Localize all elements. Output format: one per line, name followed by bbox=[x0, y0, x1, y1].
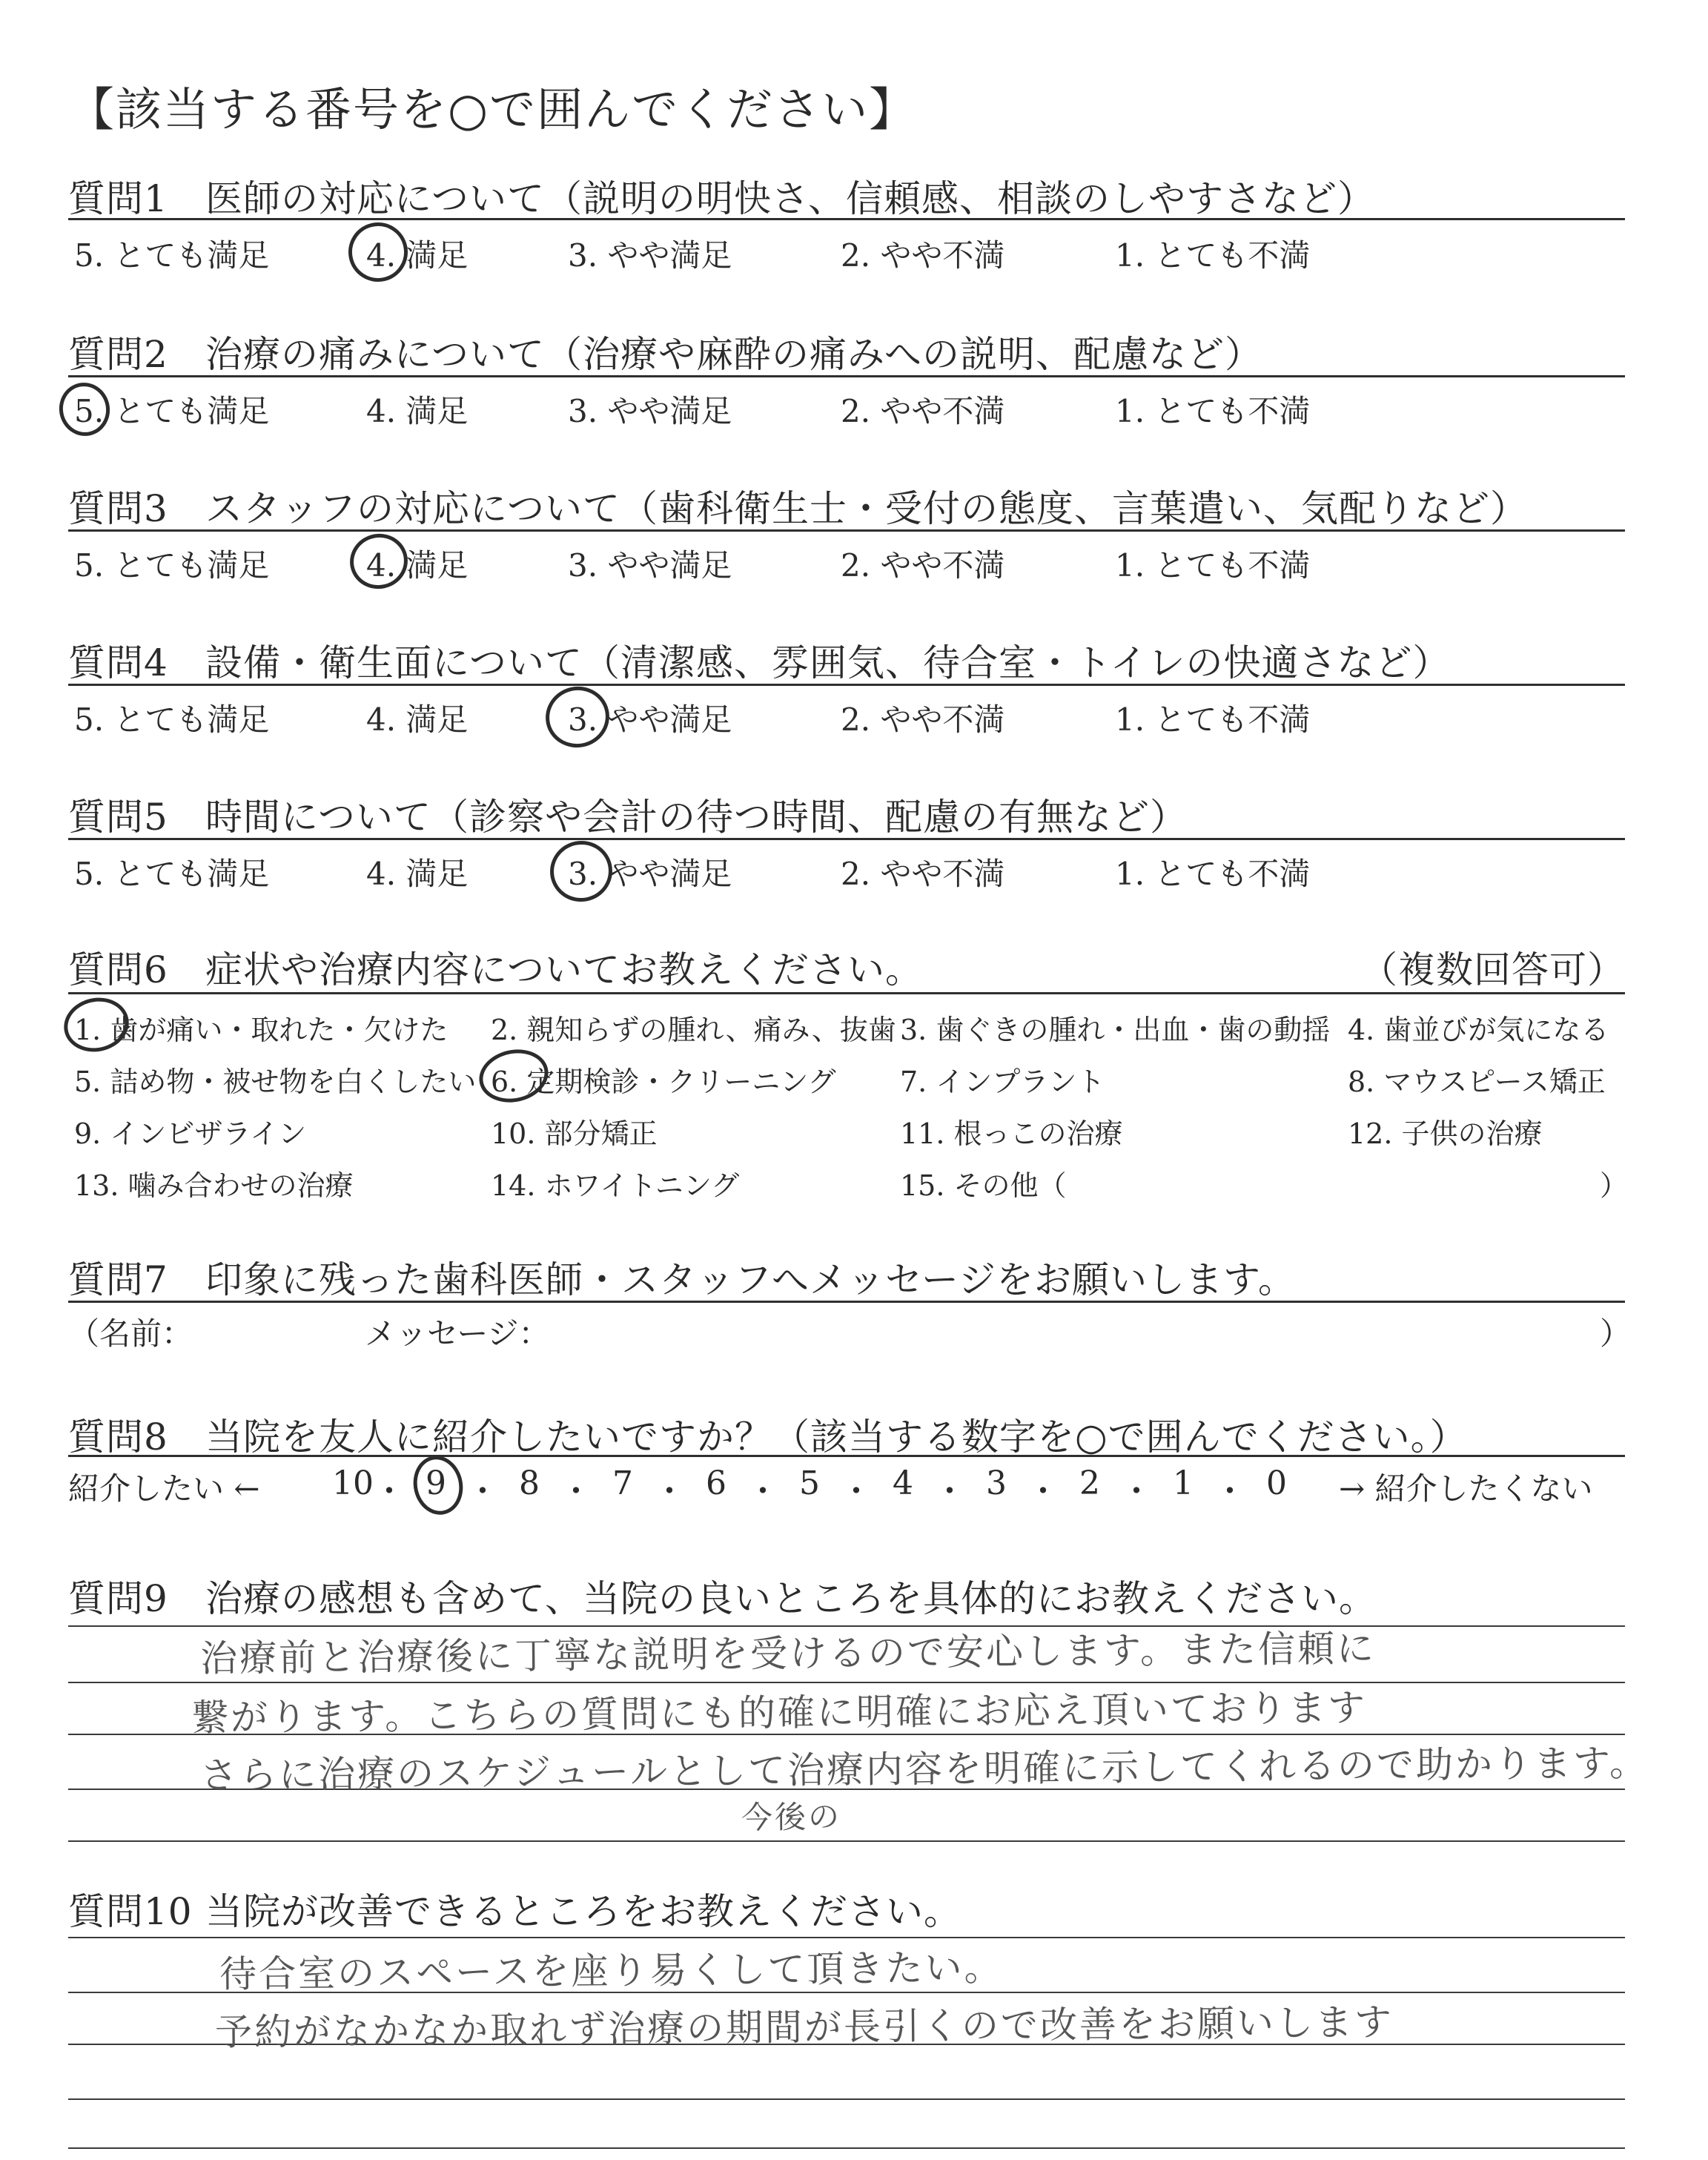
q8-scale-separator: ・ bbox=[1214, 1473, 1246, 1510]
q8-scale-number[interactable]: 6 bbox=[706, 1464, 726, 1502]
q2-option-3[interactable]: 3. やや満足 bbox=[568, 393, 732, 429]
q6-item-1[interactable]: 1. 歯が痛い・取れた・欠けた bbox=[74, 1014, 448, 1046]
q8-scale-separator: ・ bbox=[373, 1473, 406, 1510]
q5-option-3[interactable]: 3. やや満足 bbox=[568, 856, 732, 892]
q6-item-13[interactable]: 13. 噛み合わせの治療 bbox=[74, 1169, 354, 1202]
q8-scale-separator: ・ bbox=[466, 1473, 499, 1510]
q6-item-6[interactable]: 6. 定期検診・クリーニング bbox=[491, 1066, 836, 1098]
question-6-title bbox=[68, 940, 1625, 994]
q8-scale-number[interactable]: 9 bbox=[426, 1464, 446, 1502]
q5-option-1[interactable]: 1. とても不満 bbox=[1115, 856, 1311, 892]
q1-option-1[interactable]: 1. とても不満 bbox=[1115, 237, 1311, 274]
q6-item-5[interactable]: 5. 詰め物・被せ物を白くしたい bbox=[74, 1066, 477, 1098]
q6-item-2[interactable]: 2. 親知らずの腫れ、痛み、抜歯 bbox=[491, 1014, 896, 1046]
question-3-number: 質問3 bbox=[68, 487, 168, 530]
q4-option-1[interactable]: 1. とても不満 bbox=[1115, 701, 1311, 738]
question-6-row-3 bbox=[0, 1111, 1708, 1155]
q2-option-1[interactable]: 1. とても不満 bbox=[1115, 393, 1311, 429]
q8-scale-separator: ・ bbox=[653, 1473, 686, 1510]
answer-circle-mark bbox=[408, 1451, 468, 1519]
q8-scale-separator: ・ bbox=[560, 1473, 592, 1510]
q6-item-4[interactable]: 4. 歯並びが気になる bbox=[1348, 1014, 1609, 1046]
q4-option-5[interactable]: 5. とても満足 bbox=[74, 701, 270, 738]
q8-scale-separator: ・ bbox=[747, 1473, 779, 1510]
q7-name-label: （名前： bbox=[68, 1315, 193, 1352]
q2-option-2[interactable]: 2. やや不満 bbox=[841, 393, 1005, 429]
question-1-title bbox=[68, 169, 1375, 222]
q3-option-2[interactable]: 2. やや不満 bbox=[841, 547, 1005, 584]
q6-item-15[interactable]: 15. その他（ bbox=[900, 1169, 1067, 1202]
q9-handwriting-line-3: さらに治療のスケジュールとして治療内容を明確に示してくれるので助かります。 bbox=[199, 1741, 1649, 1797]
q2-option-5[interactable]: 5. とても満足 bbox=[74, 393, 270, 429]
q8-scale-separator: ・ bbox=[933, 1473, 966, 1510]
question-9-number: 質問9 bbox=[68, 1577, 168, 1620]
question-3-text: スタッフの対応について（歯科衛生士・受付の態度、言葉遣い、気配りなど） bbox=[205, 487, 1528, 530]
question-1-options bbox=[0, 231, 1708, 276]
q6-item-3[interactable]: 3. 歯ぐきの腫れ・出血・歯の動揺 bbox=[900, 1014, 1331, 1046]
question-1-rule bbox=[68, 218, 1625, 220]
question-6-text: 症状や治療内容についてお教えください。 bbox=[205, 948, 923, 991]
q8-scale-number[interactable]: 0 bbox=[1266, 1464, 1287, 1502]
writing-line bbox=[68, 2147, 1625, 2149]
q6-item-10[interactable]: 10. 部分矯正 bbox=[491, 1117, 658, 1150]
q1-option-5[interactable]: 5. とても満足 bbox=[74, 237, 270, 274]
q10-handwriting-line-2: 予約がなかなか取れず治療の期間が長引くので改善をお願いします bbox=[214, 2001, 1394, 2054]
q10-handwriting-line-1: 待合室のスペースを座り易くして頂きたい。 bbox=[219, 1946, 1004, 1996]
q8-scale-separator: ・ bbox=[1120, 1473, 1153, 1510]
q6-item-11[interactable]: 11. 根っこの治療 bbox=[900, 1117, 1123, 1150]
q6-other-close: ） bbox=[1600, 1169, 1629, 1202]
question-4-title bbox=[68, 633, 1451, 687]
question-6-row-4 bbox=[0, 1163, 1708, 1207]
question-2-rule bbox=[68, 375, 1625, 377]
question-6-note: （複数回答可） bbox=[1360, 948, 1625, 991]
question-10-text: 当院が改善できるところをお教えください。 bbox=[205, 1890, 961, 1933]
question-9-title bbox=[68, 1569, 1377, 1622]
q3-option-5[interactable]: 5. とても満足 bbox=[74, 547, 270, 584]
question-4-rule bbox=[68, 684, 1625, 686]
q8-scale-number[interactable]: 10 bbox=[332, 1464, 374, 1502]
q6-item-12[interactable]: 12. 子供の治療 bbox=[1348, 1117, 1543, 1150]
q5-option-2[interactable]: 2. やや不満 bbox=[841, 856, 1005, 892]
answer-circle-mark bbox=[540, 681, 615, 753]
question-3-title bbox=[68, 479, 1528, 532]
q6-item-14[interactable]: 14. ホワイトニング bbox=[491, 1169, 740, 1202]
writing-line bbox=[68, 2098, 1625, 2100]
question-4-number: 質問4 bbox=[68, 641, 168, 684]
question-8-text: 当院を友人に紹介したいですか？（該当する数字を○で囲んでください。） bbox=[205, 1416, 1468, 1459]
question-7-fields bbox=[0, 1309, 1708, 1354]
q6-item-8[interactable]: 8. マウスピース矯正 bbox=[1348, 1066, 1606, 1098]
answer-circle-mark bbox=[544, 835, 618, 908]
q9-handwriting-line-1: 治療前と治療後に丁寧な説明を受けるので安心します。また信頼に bbox=[199, 1627, 1377, 1680]
question-7-number: 質問7 bbox=[68, 1258, 168, 1301]
question-5-rule bbox=[68, 838, 1625, 840]
question-2-text: 治療の痛みについて（治療や麻酔の痛みへの説明、配慮など） bbox=[205, 333, 1262, 376]
question-10-number: 質問10 bbox=[68, 1890, 193, 1933]
q4-option-2[interactable]: 2. やや不満 bbox=[841, 701, 1005, 738]
q3-option-3[interactable]: 3. やや満足 bbox=[568, 547, 732, 584]
question-3-rule bbox=[68, 529, 1625, 532]
question-10-title bbox=[68, 1882, 961, 1935]
q3-option-1[interactable]: 1. とても不満 bbox=[1115, 547, 1311, 584]
q4-option-3[interactable]: 3. やや満足 bbox=[568, 701, 732, 738]
writing-line bbox=[68, 1937, 1625, 1938]
q1-option-4[interactable]: 4. 満足 bbox=[366, 237, 469, 274]
q5-option-5[interactable]: 5. とても満足 bbox=[74, 856, 270, 892]
question-5-text: 時間について（診察や会計の待つ時間、配慮の有無など） bbox=[205, 796, 1188, 839]
question-3-options bbox=[0, 541, 1708, 586]
question-6-row-1 bbox=[0, 1007, 1708, 1051]
question-8-title bbox=[68, 1407, 1468, 1461]
question-7-title bbox=[68, 1250, 1296, 1304]
q4-option-4[interactable]: 4. 満足 bbox=[366, 701, 469, 738]
question-2-options bbox=[0, 387, 1708, 432]
q8-scale-number[interactable]: 7 bbox=[612, 1464, 633, 1502]
question-6-number: 質問6 bbox=[68, 948, 168, 991]
question-5-options bbox=[0, 850, 1708, 894]
question-4-text: 設備・衛生面について（清潔感、雰囲気、待合室・トイレの快適さなど） bbox=[205, 641, 1451, 684]
q9-handwriting-line-2: 繋がります。こちらの質問にも的確に明確にお応え頂いております bbox=[191, 1686, 1368, 1740]
q2-option-4[interactable]: 4. 満足 bbox=[366, 393, 469, 429]
q8-scale-number[interactable]: 4 bbox=[893, 1464, 913, 1502]
instruction-header: 【該当する番号を○で囲んでください】 bbox=[68, 82, 917, 136]
q8-right-label: → 紹介したくない bbox=[1339, 1470, 1593, 1507]
question-7-text: 印象に残った歯科医師・スタッフへメッセージをお願いします。 bbox=[205, 1258, 1296, 1301]
question-1-text: 医師の対応について（説明の明快さ、信頼感、相談のしやすさなど） bbox=[205, 177, 1375, 220]
q8-scale-number[interactable]: 5 bbox=[799, 1464, 820, 1502]
question-6-rule bbox=[68, 992, 1625, 994]
question-1-number: 質問1 bbox=[68, 177, 168, 220]
question-7-rule bbox=[68, 1301, 1625, 1303]
q3-option-4[interactable]: 4. 満足 bbox=[366, 547, 469, 584]
question-8-rule bbox=[68, 1455, 1625, 1457]
question-2-number: 質問2 bbox=[68, 333, 168, 376]
question-8-number: 質問8 bbox=[68, 1416, 168, 1459]
q7-close-paren: ） bbox=[1600, 1315, 1632, 1352]
q8-scale-number[interactable]: 1 bbox=[1173, 1464, 1194, 1502]
q8-scale-number[interactable]: 3 bbox=[986, 1464, 1007, 1502]
q6-item-9[interactable]: 9. インビザライン bbox=[74, 1117, 307, 1150]
answer-circle-mark bbox=[59, 992, 133, 1058]
question-4-options bbox=[0, 696, 1708, 740]
q5-option-4[interactable]: 4. 満足 bbox=[366, 856, 469, 892]
question-2-title bbox=[68, 325, 1262, 378]
q9-handwriting-insertion: 今後の bbox=[741, 1798, 842, 1836]
q1-option-2[interactable]: 2. やや不満 bbox=[841, 237, 1005, 274]
answer-circle-mark bbox=[343, 217, 414, 288]
q6-item-7[interactable]: 7. インプラント bbox=[900, 1066, 1105, 1098]
question-5-number: 質問5 bbox=[68, 796, 168, 839]
question-9-text: 治療の感想も含めて、当院の良いところを具体的にお教えください。 bbox=[205, 1577, 1377, 1620]
q1-option-3[interactable]: 3. やや満足 bbox=[568, 237, 732, 274]
writing-line bbox=[68, 1840, 1625, 1842]
question-6-row-2 bbox=[0, 1059, 1708, 1103]
q8-left-label: 紹介したい ← bbox=[68, 1470, 260, 1507]
q8-scale-separator: ・ bbox=[840, 1473, 873, 1510]
q8-scale-separator: ・ bbox=[1027, 1473, 1059, 1510]
question-5-title bbox=[68, 787, 1188, 841]
q7-message-label: メッセージ： bbox=[365, 1315, 550, 1352]
q8-scale-number[interactable]: 2 bbox=[1079, 1464, 1100, 1502]
q8-scale-number[interactable]: 8 bbox=[519, 1464, 540, 1502]
